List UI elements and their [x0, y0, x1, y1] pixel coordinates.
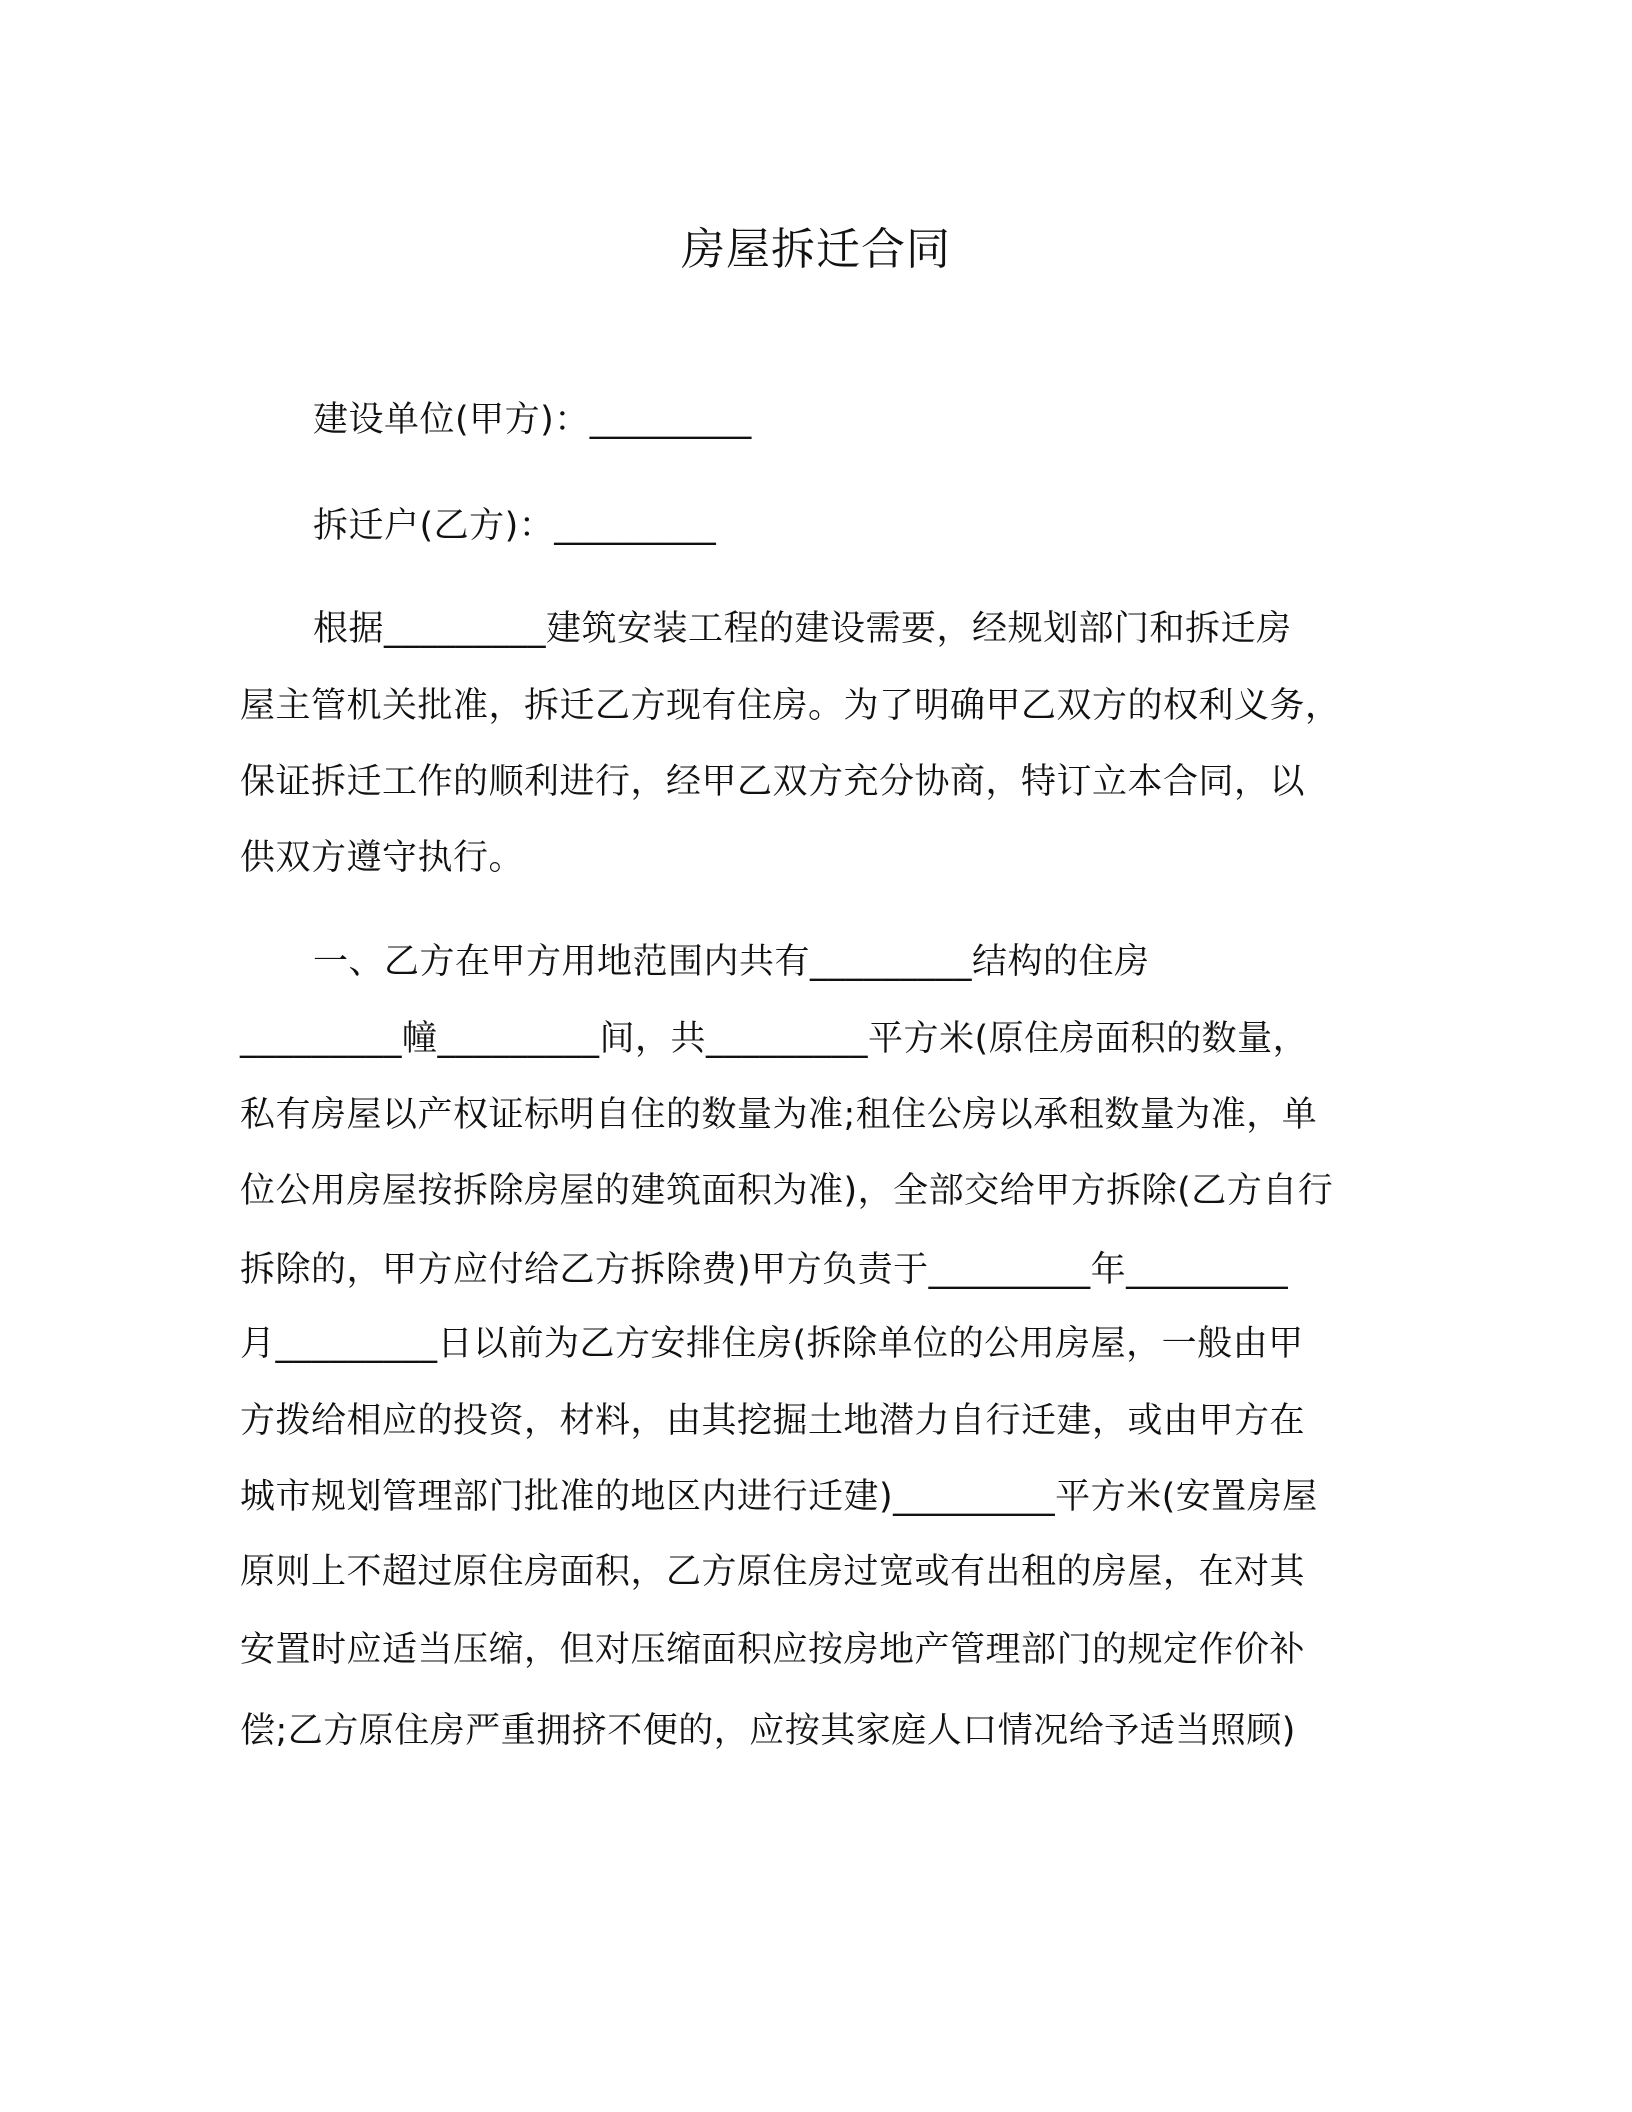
clause-line: 城市规划管理部门批准的地区内进行迁建)_________平方米(安置房屋: [240, 1477, 1318, 1517]
intro-line: 根据_________建筑安装工程的建设需要，经规划部门和拆迁房: [313, 609, 1292, 649]
intro-line: 屋主管机关批准，拆迁乙方现有住房。为了明确甲乙双方的权利义务，: [240, 686, 1341, 726]
clause-line: 偿;乙方原住房严重拥挤不便的，应按其家庭人口情况给予适当照顾): [240, 1711, 1296, 1751]
clause-line: 一、乙方在甲方用地范围内共有_________结构的住房: [313, 942, 1150, 982]
party-a-line: 建设单位(甲方)：_________: [313, 400, 752, 440]
party-b-line: 拆迁户(乙方)：_________: [313, 506, 717, 546]
intro-line: 保证拆迁工作的顺利进行，经甲乙双方充分协商，特订立本合同，以: [240, 762, 1306, 802]
intro-line: 供双方遵守执行。: [240, 838, 525, 878]
clause-line: 位公用房屋按拆除房屋的建筑面积为准)，全部交给甲方拆除(乙方自行: [240, 1171, 1334, 1211]
clause-line: 私有房屋以产权证标明自住的数量为准;租住公房以承租数量为准，单: [240, 1095, 1318, 1135]
document-title: 房屋拆迁合同: [681, 224, 951, 275]
clause-line: _________幢_________间，共_________平方米(原住房面积的数量，: [240, 1019, 1309, 1059]
clause-line: 拆除的，甲方应付给乙方拆除费)甲方负责于_________年_________: [240, 1250, 1289, 1290]
clause-line: 原则上不超过原住房面积，乙方原住房过宽或有出租的房屋，在对其: [240, 1552, 1306, 1592]
clause-line: 方拨给相应的投资，材料，由其挖掘土地潜力自行迁建，或由甲方在: [240, 1401, 1306, 1441]
clause-line: 月_________日以前为乙方安排住房(拆除单位的公用房屋，一般由甲: [240, 1324, 1304, 1364]
clause-line: 安置时应适当压缩，但对压缩面积应按房地产管理部门的规定作价补: [240, 1630, 1306, 1670]
